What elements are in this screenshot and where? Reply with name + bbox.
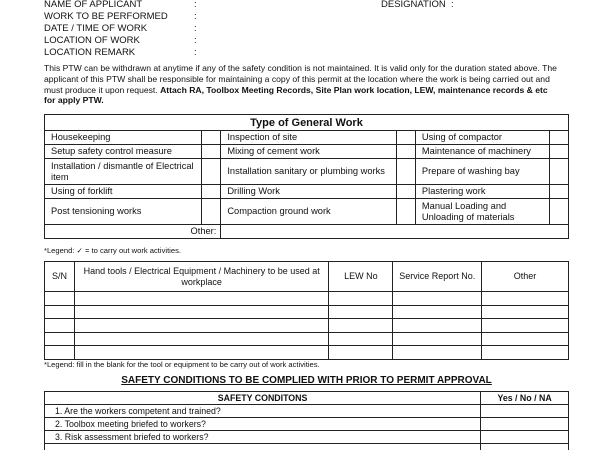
cell[interactable] bbox=[329, 319, 393, 333]
cell[interactable] bbox=[45, 319, 75, 333]
work-legend: *Legend: ✓ = to carry out work activities. bbox=[44, 246, 181, 255]
work-item: Post tensioning works bbox=[45, 199, 202, 225]
cell[interactable] bbox=[393, 292, 482, 306]
work-item: Maintenance of machinery bbox=[415, 145, 549, 159]
cell[interactable] bbox=[74, 332, 328, 346]
ptw-attachments-note: Attach RA, Toolbox Meeting Records, Site Plan work location, LEW, maintenance records & etc for apply PTW. bbox=[44, 84, 548, 106]
field-colon: : bbox=[194, 11, 197, 22]
tools-legend: *Legend: fill in the blank for the tool or equipment to be carry out of work activities. bbox=[44, 360, 320, 369]
work-item: Setup safety control measure bbox=[45, 145, 202, 159]
cell[interactable] bbox=[45, 346, 75, 360]
cell[interactable] bbox=[329, 332, 393, 346]
answer-cell[interactable] bbox=[481, 444, 569, 450]
answer-cell[interactable] bbox=[481, 431, 569, 444]
other-work-field[interactable] bbox=[221, 225, 569, 239]
other-work-label: Other: bbox=[45, 225, 221, 239]
cell[interactable] bbox=[482, 292, 569, 306]
field-location-remark bbox=[44, 47, 204, 59]
safety-condition bbox=[45, 444, 481, 450]
work-checkbox[interactable] bbox=[396, 185, 415, 199]
cell[interactable] bbox=[329, 305, 393, 319]
cell[interactable] bbox=[45, 305, 75, 319]
table-row bbox=[45, 431, 569, 444]
work-item: Compaction ground work bbox=[221, 199, 396, 225]
table-row bbox=[45, 332, 569, 346]
field-colon: : bbox=[451, 0, 454, 10]
work-item: Using of compactor bbox=[415, 131, 549, 145]
work-item: Drilling Work bbox=[221, 185, 396, 199]
safety-conditions-title: SAFETY CONDITIONS TO BE COMPLIED WITH PRIOR TO PERMIT APPROVAL bbox=[121, 375, 492, 386]
cell[interactable] bbox=[482, 319, 569, 333]
cell[interactable] bbox=[74, 346, 328, 360]
answer-cell[interactable] bbox=[481, 418, 569, 431]
cell[interactable] bbox=[482, 305, 569, 319]
field-colon: : bbox=[194, 23, 197, 34]
ptw-terms-paragraph bbox=[44, 63, 559, 106]
ptw-terms-text: This PTW can be withdrawn at anytime if any of the safety condition is not maintained. It is valid only for the duration stated above. The applicant of this PTW shall be responsible for maintaining a copy of this permit at the location where the work is being carried out and must produce it upon request. bbox=[44, 63, 557, 95]
field-label: LOCATION OF WORK bbox=[44, 35, 140, 46]
table-row bbox=[45, 418, 569, 431]
work-checkbox[interactable] bbox=[202, 145, 221, 159]
general-work-table bbox=[44, 114, 569, 239]
field-designation bbox=[381, 0, 454, 11]
tools-equipment-table bbox=[44, 261, 569, 360]
col-lew-no: LEW No bbox=[329, 262, 393, 292]
cell[interactable] bbox=[482, 332, 569, 346]
col-safety-conditions: SAFETY CONDITONS bbox=[45, 392, 481, 405]
work-checkbox[interactable] bbox=[202, 159, 221, 185]
work-checkbox[interactable] bbox=[202, 199, 221, 225]
field-date-time-of-work bbox=[44, 23, 204, 35]
work-item: Manual Loading and Unloading of materials bbox=[415, 199, 549, 225]
cell[interactable] bbox=[74, 292, 328, 306]
work-checkbox[interactable] bbox=[549, 131, 568, 145]
field-colon: : bbox=[194, 47, 197, 58]
work-item: Installation / dismantle of Electrical item bbox=[45, 159, 202, 185]
work-checkbox[interactable] bbox=[549, 199, 568, 225]
work-checkbox[interactable] bbox=[396, 131, 415, 145]
cell[interactable] bbox=[45, 332, 75, 346]
work-item: Using of forklift bbox=[45, 185, 202, 199]
cell[interactable] bbox=[393, 332, 482, 346]
field-label: NAME OF APPLICANT bbox=[44, 0, 143, 10]
work-item: Plastering work bbox=[415, 185, 549, 199]
work-checkbox[interactable] bbox=[549, 185, 568, 199]
cell[interactable] bbox=[393, 305, 482, 319]
field-work-to-be-performed bbox=[44, 11, 204, 23]
table-row bbox=[45, 444, 569, 450]
table-row bbox=[45, 292, 569, 306]
field-label: LOCATION REMARK bbox=[44, 47, 136, 58]
work-item: Prepare of washing bay bbox=[415, 159, 549, 185]
cell[interactable] bbox=[482, 346, 569, 360]
answer-cell[interactable] bbox=[481, 405, 569, 418]
cell[interactable] bbox=[45, 292, 75, 306]
work-checkbox[interactable] bbox=[549, 145, 568, 159]
work-checkbox[interactable] bbox=[202, 185, 221, 199]
col-tools: Hand tools / Electrical Equipment / Machinery to be used at workplace bbox=[74, 262, 328, 292]
table-row bbox=[45, 346, 569, 360]
work-checkbox[interactable] bbox=[396, 199, 415, 225]
field-name-of-applicant bbox=[44, 0, 204, 11]
cell[interactable] bbox=[329, 292, 393, 306]
work-checkbox[interactable] bbox=[396, 145, 415, 159]
col-other: Other bbox=[482, 262, 569, 292]
field-colon: : bbox=[194, 0, 197, 10]
field-label: DATE / TIME OF WORK bbox=[44, 23, 148, 34]
col-service-report: Service Report No. bbox=[393, 262, 482, 292]
safety-condition: 2. Toolbox meeting briefed to workers? bbox=[45, 418, 481, 431]
table-row bbox=[45, 319, 569, 333]
col-yes-no-na: Yes / No / NA bbox=[481, 392, 569, 405]
cell[interactable] bbox=[393, 346, 482, 360]
field-label: WORK TO BE PERFORMED bbox=[44, 11, 168, 22]
col-sn: S/N bbox=[45, 262, 75, 292]
work-item: Mixing of cement work bbox=[221, 145, 396, 159]
work-checkbox[interactable] bbox=[202, 131, 221, 145]
work-checkbox[interactable] bbox=[549, 159, 568, 185]
general-work-title: Type of General Work bbox=[45, 115, 569, 131]
work-item: Inspection of site bbox=[221, 131, 396, 145]
cell[interactable] bbox=[329, 346, 393, 360]
work-checkbox[interactable] bbox=[396, 159, 415, 185]
field-colon: : bbox=[194, 35, 197, 46]
table-row bbox=[45, 305, 569, 319]
work-item: Installation sanitary or plumbing works bbox=[221, 159, 396, 185]
cell[interactable] bbox=[393, 319, 482, 333]
field-location-of-work bbox=[44, 35, 204, 47]
table-row bbox=[45, 405, 569, 418]
safety-condition: 3. Risk assessment briefed to workers? bbox=[45, 431, 481, 444]
safety-condition: 1. Are the workers competent and trained? bbox=[45, 405, 481, 418]
field-label: DESIGNATION bbox=[381, 0, 446, 10]
cell[interactable] bbox=[74, 319, 328, 333]
safety-conditions-table bbox=[44, 391, 569, 450]
cell[interactable] bbox=[74, 305, 328, 319]
work-item: Housekeeping bbox=[45, 131, 202, 145]
